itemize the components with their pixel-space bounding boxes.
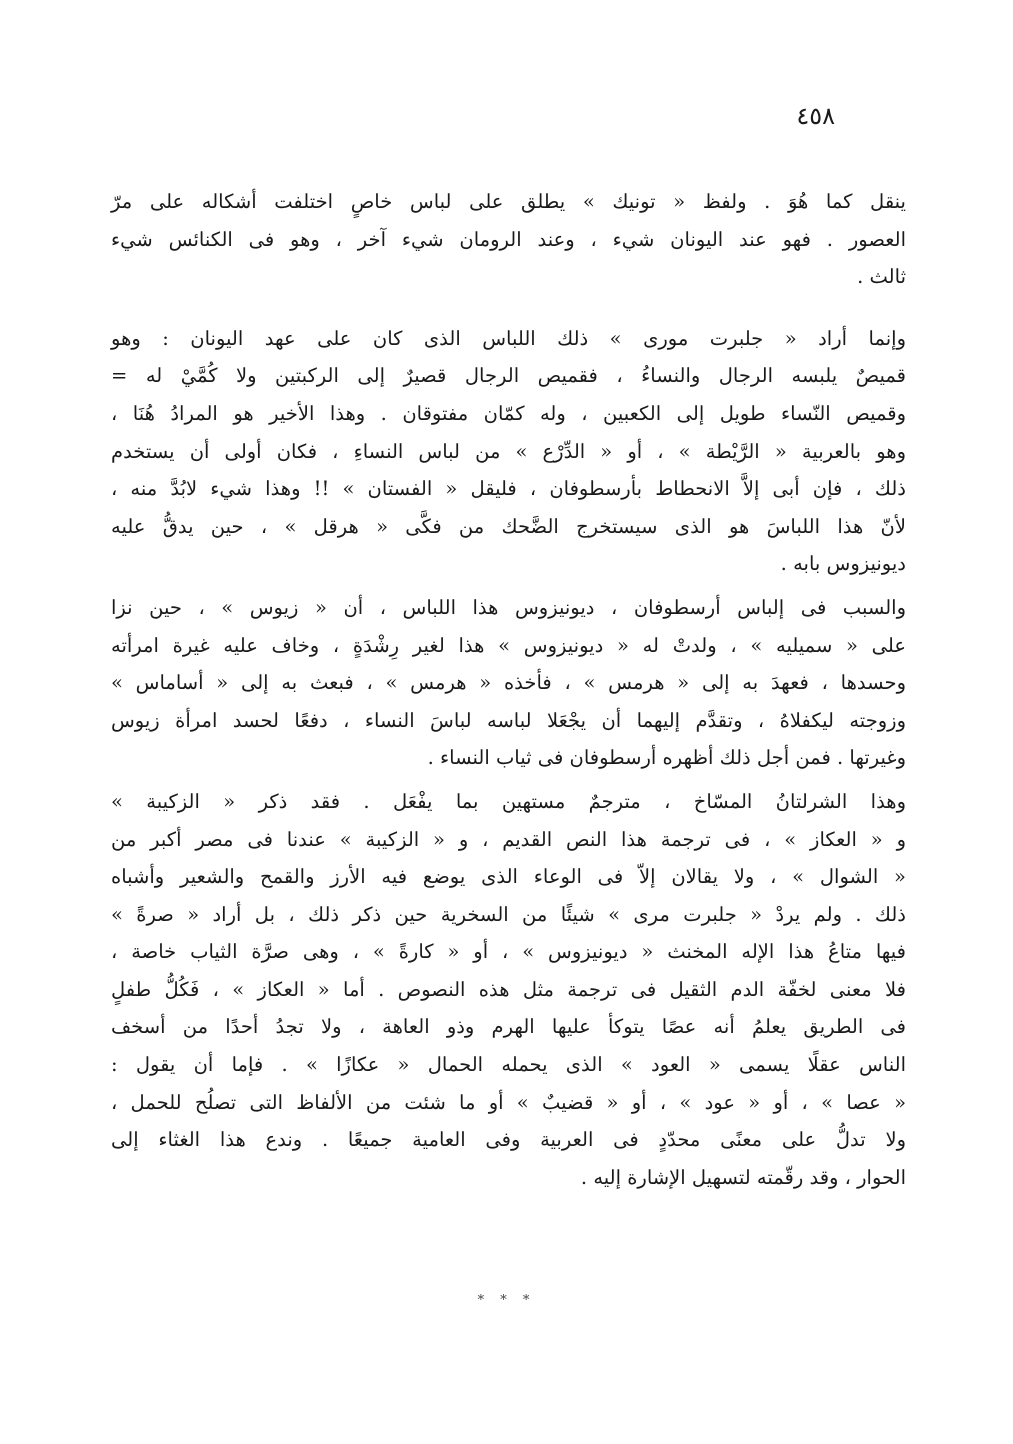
text-line: فلا معنى لخفّة الدم الثقيل فى ترجمة مثل هذه النصوص . أما « العكاز » ، فَكُلُّ طفلٍ — [111, 977, 906, 1001]
text-line: وغيرتها . فمن أجل ذلك أظهره أرسطوفان فى ثياب النساء . — [427, 746, 906, 770]
text-line: الحوار ، وقد رقّمته لتسهيل الإشارة إليه . — [580, 1165, 906, 1189]
text-line: على « سميليه » ، ولدتْ له « ديونيزوس » هذا لغير رِشْدَةٍ ، وخاف عليه غيرة امرأته — [111, 633, 906, 657]
text-line: ولا تدلُّ على معنًى محدّدٍ فى العربية وفى العامية جميعًا . وندع هذا الغثاء إلى — [111, 1128, 906, 1152]
text-line: « عصا » ، أو « عود » ، أو « قضيبٌ » أو ما شئت من الألفاظ التى تصلُح للحمل ، — [111, 1090, 907, 1114]
text-line: ثالث . — [857, 265, 906, 289]
paragraph — [111, 183, 906, 296]
paragraph — [111, 589, 906, 777]
text-line: لأنّ هذا اللباسَ هو الذى سيستخرج الضَّحك من فكَّى « هرقل » ، حين يدقُّ عليه — [111, 514, 906, 538]
text-line: ذلك ، فإن أبى إلاَّ الانحطاط بأرسطوفان ، فليقل « الفستان » !! وهذا شيء لابُدَّ منه ، — [111, 477, 906, 501]
paragraph — [111, 783, 906, 1197]
text-line: فى الطريق يعلمُ أنه عصًا يتوكأ عليها الهرم وذو العاهة ، ولا تجدُ أحدًا من أسخف — [111, 1015, 907, 1039]
text-line: فيها متاعُ هذا الإله المخنث « ديونيزوس » ، أو « كارةً » ، وهى صرَّة الثياب خاصة ، — [111, 940, 906, 964]
text-line: وقميص النّساء طويل إلى الكعبين ، وله كمّان مفتوقان . وهذا الأخير هو المرادُ هُنَا ، — [111, 401, 906, 425]
text-line: قميصٌ يلبسه الرجال والنساءُ ، فقميص الرجال قصيرٌ إلى الركبتين ولا كُمَّيْ له = — [111, 364, 906, 388]
text-line: العصور . فهو عند اليونان شيء ، وعند الرومان شيء آخر ، وهو فى الكنائس شيء — [111, 227, 906, 251]
page-number: ٤٥٨ — [796, 102, 835, 130]
text-line: ينقل كما هُوَ . ولفظ « تونيك » يطلق على لباس خاصٍ اختلفت أشكاله على مرّ — [111, 190, 906, 213]
text-line: ديونيزوس بابه . — [780, 552, 906, 576]
text-line: الناس عقلًا يسمى « العود » الذى يحمله الحمال « عكازًا » . فإما أن يقول : — [111, 1053, 906, 1077]
section-break: * * * — [477, 1293, 536, 1308]
text-line: و « العكاز » ، فى ترجمة هذا النص القديم ، و « الزكيبة » عندنا فى مصر أكبر من — [111, 827, 906, 851]
body-text — [111, 183, 906, 1196]
text-line: وحسدها ، فعهدَ به إلى « هرمس » ، فأخذه « هرمس » ، فبعث به إلى « أساماس » — [111, 671, 906, 695]
text-line: ذلك . ولم يردْ « جلبرت مرى » شيئًا من السخرية حين ذكر ذلك ، بل أراد « صرةً » — [111, 902, 906, 926]
text-line: « الشوال » ، ولا يقالان إلاّ فى الوعاء الذى يوضع فيه الأرز والقمح والشعير وأشباه — [111, 865, 906, 889]
text-line: والسبب فى إلباس أرسطوفان ، ديونيزوس هذا اللباس ، أن « زيوس » ، حين نزا — [111, 595, 906, 619]
paragraph — [111, 320, 906, 583]
text-line: وهذا الشرلتانُ المسّاخ ، مترجمٌ مستهين بما يفْعَل . فقد ذكر « الزكيبة » — [111, 789, 906, 813]
text-line: وهو بالعربية « الرَّيْطة » ، أو « الدِّرْع » من لباس النساءِ ، فكان أولى أن يستخدم — [111, 439, 906, 463]
paragraph-gap — [111, 296, 906, 320]
text-line: وزوجته ليكفلاهُ ، وتقدَّم إليهما أن يجْعَلا لباسه لباسَ النساء ، دفعًا لحسد امرأة زيوس — [111, 708, 906, 732]
text-line: وإنما أراد « جلبرت مورى » ذلك اللباس الذى كان على عهد اليونان : وهو — [111, 326, 906, 350]
